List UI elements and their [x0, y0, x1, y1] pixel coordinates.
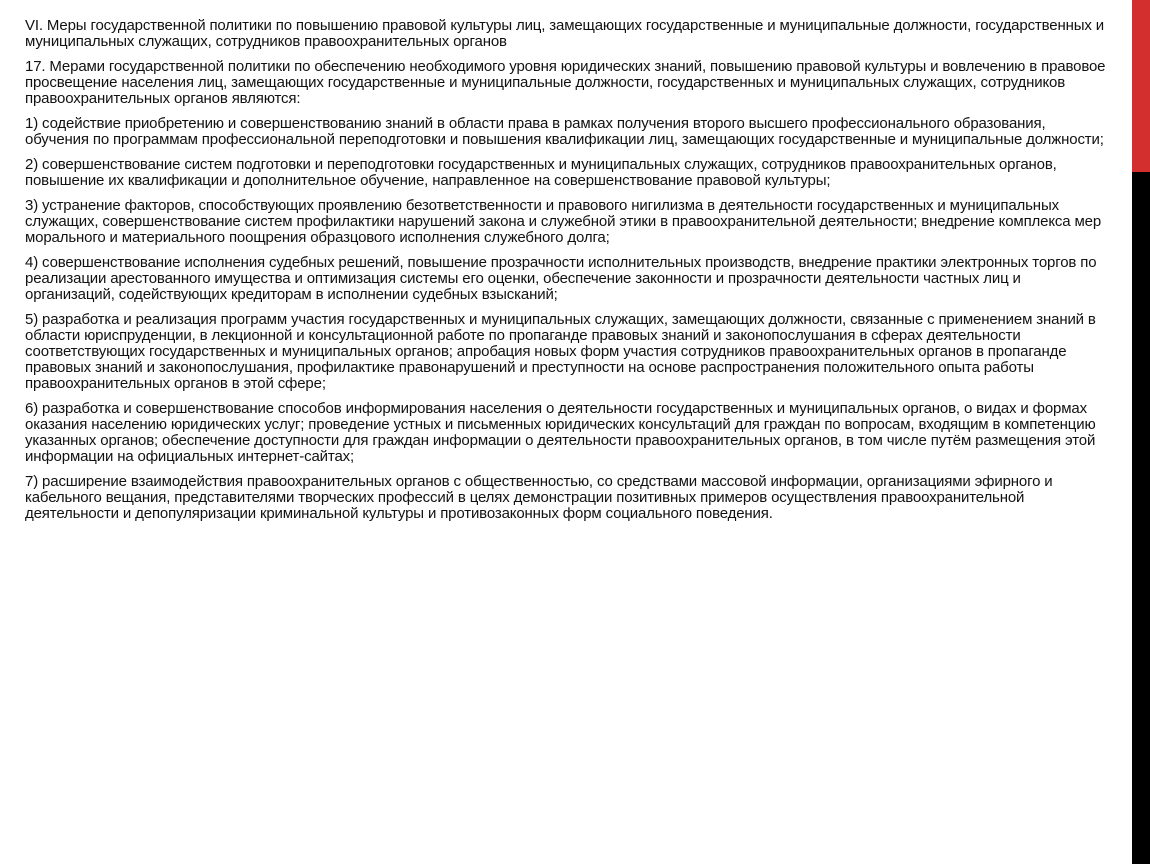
slide-text-body: [25, 18, 1107, 531]
list-item-7: 7) расширение взаимодействия правоохранительных органов с общественностью, со средствами массовой информации, организациями эфирного и кабельного вещания, представителями творческих профессий в целях демонстрации позитивных примеров осуществления правоохранительной деятельности и депопуляризации криминальной культуры и противозаконных форм социального поведения.: [25, 473, 1053, 522]
list-item-6: 6) разработка и совершенствование способов информирования населения о деятельности государственных и муниципальных органов, о видах и формах оказания населению юридических услуг; проведение устных и письменных юридических консультаций для граждан по вопросам, входящим в компетенцию указанных органов; обеспечение доступности для граждан информации о деятельности правоохранительных органов, в том числе путём размещения этой информации на официальных интернет-сайтах;: [25, 400, 1096, 465]
list-item-3: 3) устранение факторов, способствующих проявлению безответственности и правового нигилизма в деятельности государственных и муниципальных служащих, совершенствование систем профилактики нарушений закона и служебной этики в правоохранительной деятельности; внедрение комплекса мер морального и материального поощрения образцового исполнения служебного долга;: [25, 197, 1102, 246]
intro-paragraph: 17. Мерами государственной политики по обеспечению необходимого уровня юридических знаний, повышению правовой культуры и вовлечению в правовое просвещение населения лиц, замещающих государственные и муниципальные должности, государственных и муниципальных служащих, сотрудников правоохранительных органов являются:: [25, 58, 1106, 107]
black-strip: [1132, 172, 1150, 864]
list-item-4: 4) совершенствование исполнения судебных решений, повышение прозрачности исполнительных производств, внедрение практики электронных торгов по реализации арестованного имущества и оптимизация системы его оценки, обеспечение законности и прозрачности деятельности частных лиц и организаций, содействующих кредиторам в исполнении судебных взысканий;: [25, 254, 1097, 303]
red-accent-strip: [1132, 0, 1150, 172]
list-item-2: 2) совершенствование систем подготовки и переподготовки государственных и муниципальных служащих, сотрудников правоохранительных органов, повышение их квалификации и дополнительное обучение, направленное на совершенствование правовой культуры;: [25, 156, 1057, 189]
list-item-1: 1) содействие приобретению и совершенствованию знаний в области права в рамках получения второго высшего профессионального образования, обучения по программам профессиональной переподготовки и повышения квалификации лиц, замещающих государственные и муниципальные должности;: [25, 115, 1104, 148]
section-heading: VI. Меры государственной политики по повышению правовой культуры лиц, замещающих государственные и муниципальные должности, государственных и муниципальных служащих, сотрудников правоохранительных органов: [25, 17, 1104, 50]
side-decoration-bar: [1132, 0, 1150, 864]
list-item-5: 5) разработка и реализация программ участия государственных и муниципальных служащих, замещающих должности, связанные с применением знаний в области юриспруденции, в лекционной и консультационной работе по пропаганде правовых знаний и законопослушания в сферах деятельности соответствующих государственных и муниципальных органов; апробация новых форм участия сотрудников правоохранительных органов в пропаганде правовых знаний и законопослушания, профилактике правонарушений и преступности на основе распространения положительного опыта работы правоохранительных органов в этой сфере;: [25, 311, 1096, 392]
